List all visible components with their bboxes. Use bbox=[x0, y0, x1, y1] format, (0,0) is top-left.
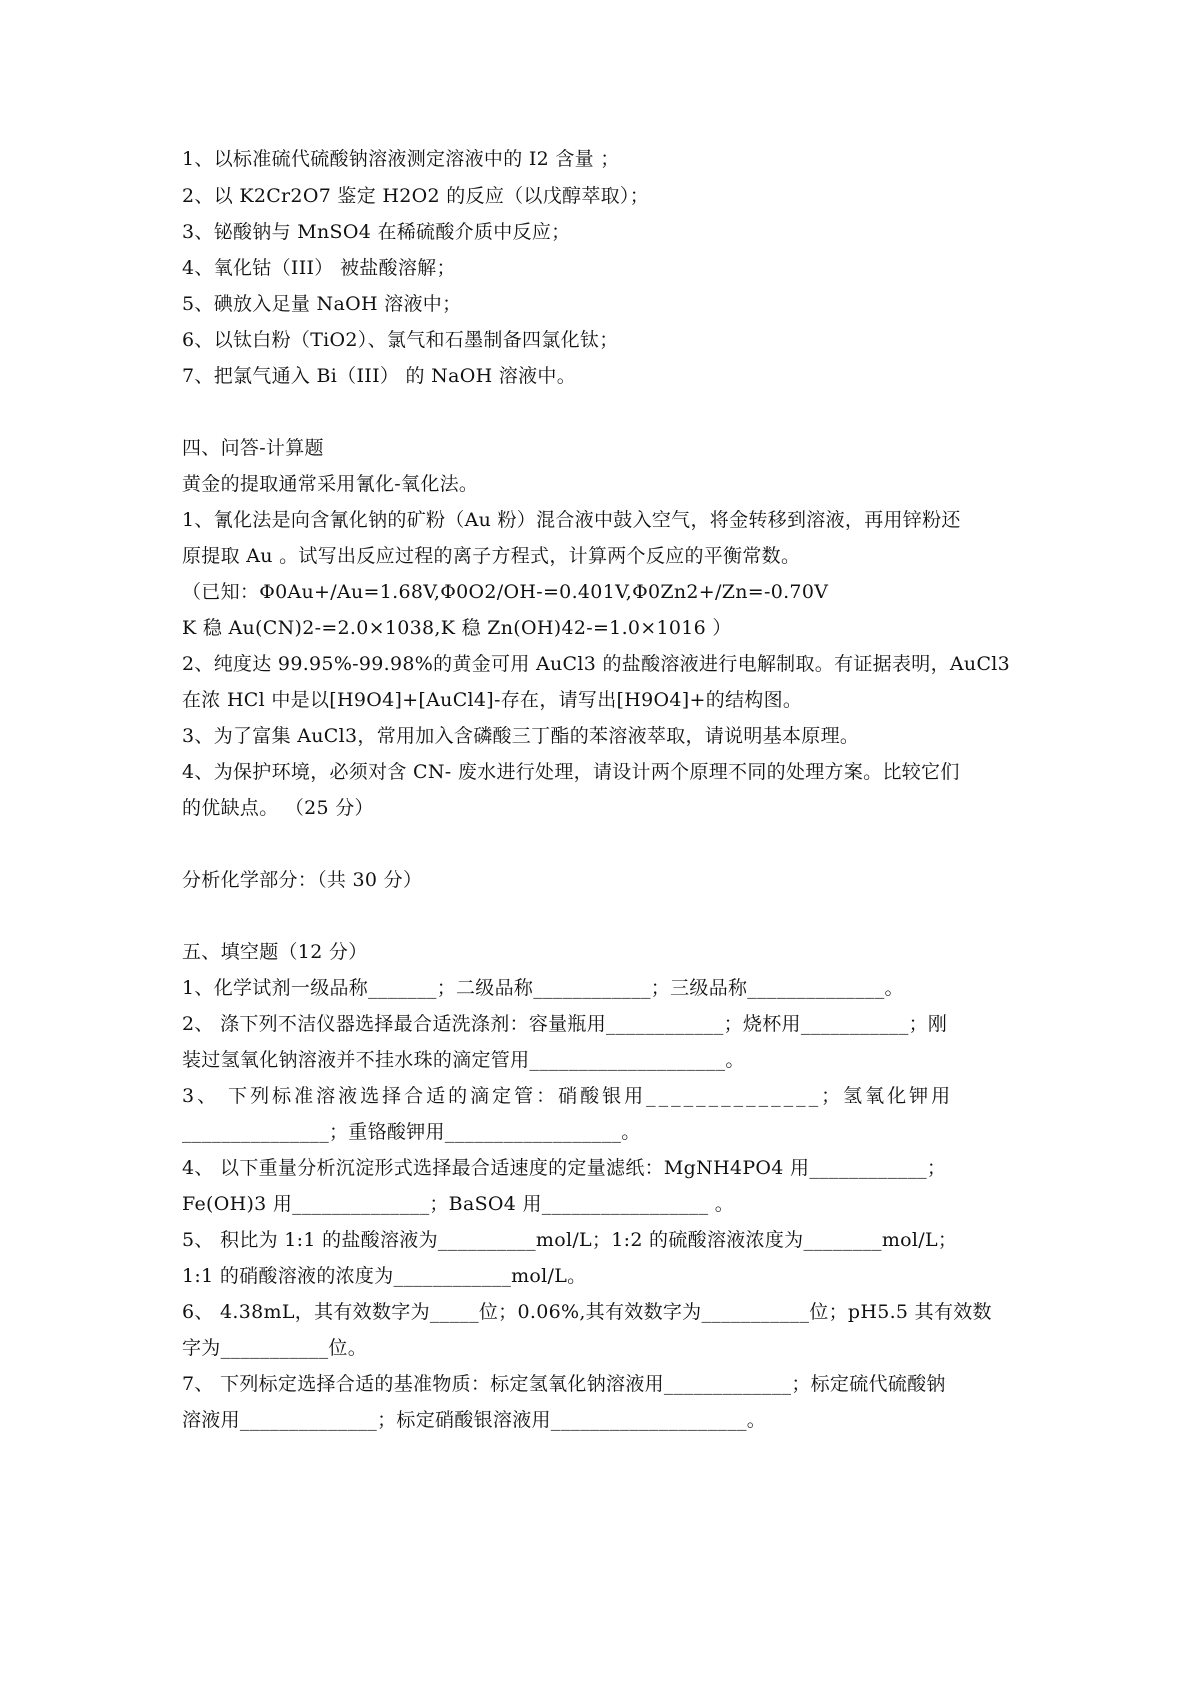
reaction-item-3: 3、铋酸钠与 MnSO4 在稀硫酸介质中反应； bbox=[182, 221, 571, 243]
section-5-line-2: 2、 涤下列不洁仪器选择最合适洗涤剂：容量瓶用____________；烧杯用___________；刚 bbox=[182, 1013, 948, 1035]
reaction-item-7: 7、把氯气通入 Bi（III） 的 NaOH 溶液中。 bbox=[182, 365, 577, 387]
section-4-line-7: 3、为了富集 AuCl3，常用加入含磷酸三丁酯的苯溶液萃取，请说明基本原理。 bbox=[182, 725, 860, 747]
section-5-line-8: 5、 积比为 1:1 的盐酸溶液为__________mol/L；1:2 的硫酸溶液浓度为________mol/L； bbox=[182, 1229, 958, 1251]
section-4-line-9: 的优缺点。 （25 分） bbox=[182, 797, 374, 819]
section-5-line-5: _______________；重铬酸钾用__________________。 bbox=[182, 1121, 641, 1143]
reaction-item-5: 5、碘放入足量 NaOH 溶液中； bbox=[182, 293, 462, 315]
section-5-line-7: Fe(OH)3 用______________；BaSO4 用_________________ 。 bbox=[182, 1193, 735, 1215]
section-5-line-13: 溶液用______________；标定硝酸银溶液用____________________。 bbox=[182, 1409, 767, 1431]
section-4-heading: 四、问答-计算题 bbox=[182, 437, 324, 459]
reaction-item-6: 6、以钛白粉（TiO2）、氯气和石墨制备四氯化钛； bbox=[182, 329, 619, 351]
reaction-item-2: 2、以 K2Cr2O7 鉴定 H2O2 的反应（以戊醇萃取）； bbox=[182, 185, 650, 207]
section-5-line-11: 字为___________位。 bbox=[182, 1337, 368, 1359]
section-5-line-9: 1:1 的硝酸溶液的浓度为____________mol/L。 bbox=[182, 1265, 587, 1287]
section-4-line-1: 1、氰化法是向含氰化钠的矿粉（Au 粉）混合液中鼓入空气，将金转移到溶液，再用锌粉还 bbox=[182, 509, 961, 531]
section-4-line-2: 原提取 Au 。试写出反应过程的离子方程式，计算两个反应的平衡常数。 bbox=[182, 545, 801, 567]
analysis-part-heading: 分析化学部分：（共 30 分） bbox=[182, 869, 423, 891]
section-5-heading: 五、填空题（12 分） bbox=[182, 941, 368, 963]
section-5-line-12: 7、 下列标定选择合适的基准物质：标定氢氧化钠溶液用_____________；标定硫代硫酸钠 bbox=[182, 1373, 946, 1395]
section-4-intro: 黄金的提取通常采用氰化-氧化法。 bbox=[182, 473, 479, 495]
reaction-item-1: 1、以标准硫代硫酸钠溶液测定溶液中的 I2 含量 ； bbox=[182, 148, 620, 170]
section-4-line-5: 2、纯度达 99.95%-99.98%的黄金可用 AuCl3 的盐酸溶液进行电解制取。有证据表明，AuCl3 bbox=[182, 653, 1011, 675]
section-4-line-8: 4、为保护环境，必须对含 CN- 废水进行处理，请设计两个原理不同的处理方案。比较它们 bbox=[182, 761, 960, 783]
section-4-line-6: 在浓 HCl 中是以[H9O4]+[AuCl4]-存在，请写出[H9O4]+的结构图。 bbox=[182, 689, 803, 711]
section-5-line-3: 装过氢氧化钠溶液并不挂水珠的滴定管用____________________。 bbox=[182, 1049, 745, 1071]
section-5-line-1: 1、化学试剂一级品称_______；二级品称____________；三级品称______________。 bbox=[182, 977, 904, 999]
section-4-line-4: K 稳 Au(CN)2-=2.0×1038,K 稳 Zn(OH)42-=1.0×1016 ） bbox=[182, 617, 732, 639]
section-5-line-10: 6、 4.38mL，其有效数字为_____位；0.06%,其有效数字为___________位；pH5.5 其有效数 bbox=[182, 1301, 992, 1323]
section-4-line-3: （已知：Φ0Au+/Au=1.68V,Φ0O2/OH-=0.401V,Φ0Zn2+/Zn=-0.70V bbox=[182, 581, 829, 603]
reaction-item-4: 4、氧化钴（III） 被盐酸溶解； bbox=[182, 257, 456, 279]
section-5-line-4: 3、 下列标准溶液选择合适的滴定管：硝酸银用______________；氢氧化钾用 bbox=[182, 1085, 954, 1107]
section-5-line-6: 4、 以下重量分析沉淀形式选择最合适速度的定量滤纸：MgNH4PO4 用____________； bbox=[182, 1157, 947, 1179]
